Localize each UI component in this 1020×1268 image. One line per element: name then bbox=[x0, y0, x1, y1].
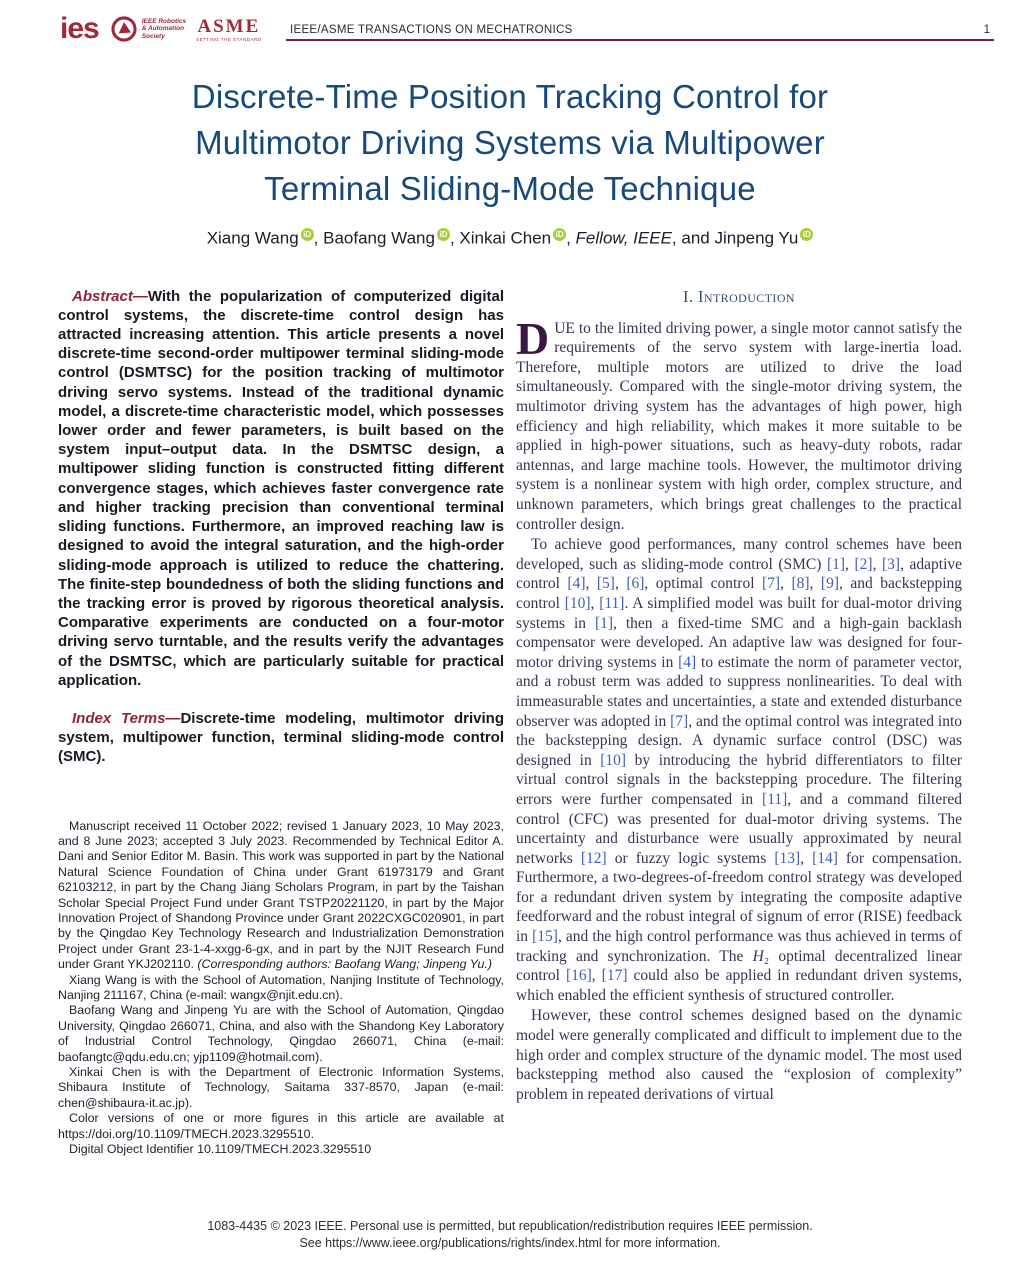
citation-link[interactable]: [15] bbox=[532, 928, 558, 946]
asme-wordmark: ASME bbox=[197, 15, 261, 37]
footnote-affiliation: Baofang Wang and Jinpeng Yu are with the School of Automation, Qingdao University, Qingdao 266071, China, and also with the Shandong Key Laboratory of Industrial Control Technology, Qingdao 266071, China (e-mail: baofangtc@qdu.edu.cn; yjp1109@hotmail.com). bbox=[58, 1003, 504, 1064]
citation-link[interactable]: [8] bbox=[791, 575, 810, 593]
citation-link[interactable]: [16] bbox=[565, 967, 592, 985]
author-name: Xinkai Chen bbox=[459, 228, 552, 248]
left-column bbox=[58, 287, 504, 1158]
ieee-ras-logo bbox=[109, 14, 186, 44]
footnote-affiliation: Xinkai Chen is with the Department of Electronic Information Systems, Shibaura Institute of Technology, Saitama 337-8570, Japan (e-mail: chen@shibaura-it.ac.jp). bbox=[58, 1065, 504, 1110]
index-terms-text: Discrete-time modeling, multimotor driving system, multipower function, terminal sliding-mode control (SMC). bbox=[58, 709, 505, 766]
paper-title-line: Terminal Sliding-Mode Technique bbox=[264, 170, 756, 207]
citation-link[interactable]: [4] bbox=[567, 575, 586, 593]
intro-paragraph: To achieve good performances, many control schemes have been developed, such as sliding-mode control (SMC) [1], [2], [3], adaptive control [4], [5], [6], optimal control [7], [8], [9], and backstepping control [10], [11]. A simplified model was built for dual-motor driving systems in [1], then a fixed-time SMC and a high-gain backlash compensator were developed. An adaptive law was designed for four-motor driving systems in [4] to estimate the norm of parameter vector, and a robust term was added to suppress nonlinearities. To deal with immeasurable states and uncertainties, a state and extended disturbance observer was adopted in [7], and the optimal control was integrated into the backstepping design. A dynamic surface control (DSC) was designed in [10] by introducing the hybrid differentiators to filter virtual control signals in the backstepping procedure. The filtering errors were further compensated in [11], and a command filtered control (CFC) was presented for dual-motor driving systems. The uncertainty and disturbance were usually approximated by neural networks [12] or fuzzy logic systems [13], [14] for compensation. Furthermore, a two-degrees-of-freedom control strategy was developed for a redundant driven system by integrating the composite adaptive feedforward and the robust integral of signum of error (RISE) feedback in [15], and the high control performance was thus achieved in terms of tracking and synchronization. The H₂ optimal decentralized linear control [16], [17] could also be applied in redundant driven systems, which enabled the efficient synthesis of structured controller. bbox=[516, 536, 963, 1004]
citation-link[interactable]: [7] bbox=[762, 575, 781, 593]
citation-link[interactable]: [10] bbox=[564, 594, 591, 612]
author-separator: , Fellow, IEEE, and bbox=[566, 228, 715, 248]
index-terms bbox=[58, 709, 504, 767]
ras-text-line: & Automation bbox=[141, 25, 185, 33]
author-separator: , bbox=[313, 228, 324, 248]
page-header bbox=[0, 0, 1020, 44]
orcid-icon[interactable]: iD bbox=[301, 228, 314, 241]
first-page-footnotes bbox=[58, 819, 504, 1158]
author-name: Baofang Wang bbox=[323, 228, 435, 248]
asme-tagline: SETTING THE STANDARD bbox=[196, 36, 262, 42]
abstract-label: Abstract— bbox=[72, 287, 148, 305]
publisher-logos bbox=[60, 14, 286, 44]
footnote-affiliation: Xiang Wang is with the School of Automation, Nanjing Institute of Technology, Nanjing 211167, China (e-mail: wangx@njit.edu.cn). bbox=[58, 972, 504, 1002]
copyright-footer bbox=[0, 1218, 1020, 1252]
two-column-body bbox=[0, 287, 1020, 1158]
orcid-icon[interactable]: iD bbox=[437, 228, 450, 241]
paper-title bbox=[0, 74, 1020, 212]
footnote-doi: Digital Object Identifier 10.1109/TMECH.2023.3295510 bbox=[69, 1142, 372, 1157]
right-column bbox=[516, 287, 962, 1158]
paper-title-line: Discrete-Time Position Tracking Control for bbox=[191, 78, 829, 115]
rights-url-line: See https://www.ieee.org/publications/rights/index.html for more information. bbox=[299, 1236, 721, 1250]
citation-link[interactable]: [11] bbox=[762, 790, 788, 808]
author-name: Xiang Wang bbox=[206, 228, 299, 248]
intro-paragraph-text: UE to the limited driving power, a single motor cannot satisfy the requirements of the servo system with large-inertia load. Therefore, multiple motors are utilized to drive the load simultaneously. Compared with the single-motor driving system, the multimotor driving system has the advantages of high power, high efficiency and high reliability, which makes it more suitable to be applied in high-power situations, such as heavy-duty robots, radar antennas, and large machine tools. However, the multimotor driving system is a nonlinear system with high order, complex structure, and unknown parameters, which brings great challenges to the practical controller design. bbox=[516, 319, 962, 533]
footnote-manuscript-history: Manuscript received 11 October 2022; revised 1 January 2023, 10 May 2023, and 8 June 2023; accepted 3 July 2023. Recommended by Technical Editor A. Dani and Senior Editor M. Basin. This work was supported in part by the National Natural Science Foundation of China under Grant 61973179 and Grant 62103212, in part by the Chang Jiang Scholars Program, in part by the Taishan Scholar Special Project Fund under Grant TSTP20221120, in part by the Major Innovation Project of Shandong Province under Grant 2022CXGC020901, in part by the Qingdao Key Technology Research and Industrialization Demonstration Project under Grant 23-1-4-xxgg-6-gx, and in part by the NJIT Research Fund under Grant YKJ202110. (Corresponding authors: Baofang Wang; Jinpeng Yu.) bbox=[58, 818, 504, 972]
citation-link[interactable]: [4] bbox=[678, 653, 697, 671]
abstract bbox=[58, 287, 504, 690]
abstract-text: With the popularization of computerized digital control systems, the discrete-time control design has attracted increasing attention. This article presents a novel discrete-time second-order multipower terminal sliding-mode control (DSMTSC) for the position tracking of multimotor driving servo systems. Instead of the traditional dynamic model, a discrete-time characteristic model, which possesses lower order and fewer parameters, is built based on the system input–output data. In the DSMTSC design, a multipower sliding function is constructed fitting different convergence stages, which achieves faster convergence rate and higher tracking precision than conventional terminal sliding functions. Furthermore, an improved reaching law is designed to avoid the integral saturation, and the high-order sliding-mode approach is utilized to reduce the chattering. The finite-step boundedness of both the sliding functions and the tracking error is proved by rigorous theoretical analysis. Comparative experiments are conducted on a four-motor driving servo turntable, and the results verify the advantages of the DSMTSC, which are particularly suitable for practical application. bbox=[58, 287, 504, 689]
ies-society-logo: ies bbox=[60, 12, 99, 45]
citation-link[interactable]: [11] bbox=[599, 594, 625, 612]
footnote-color-versions: Color versions of one or more figures in this article are available at https://doi.org/10.1109/TMECH.2023.3295510. bbox=[58, 1111, 504, 1141]
drop-cap: D bbox=[516, 312, 550, 364]
citation-link[interactable]: [14] bbox=[812, 849, 838, 867]
journal-title: IEEE/ASME TRANSACTIONS ON MECHATRONICS bbox=[290, 24, 573, 36]
citation-link[interactable]: [13] bbox=[774, 849, 801, 867]
ras-logo-text bbox=[142, 18, 186, 41]
running-head bbox=[286, 18, 994, 41]
ras-text-line: IEEE Robotics bbox=[141, 17, 187, 25]
asme-logo bbox=[196, 17, 261, 42]
page-number: 1 bbox=[983, 24, 990, 36]
author-line bbox=[0, 228, 1020, 249]
citation-link[interactable]: [7] bbox=[670, 712, 689, 730]
copyright-line: 1083-4435 © 2023 IEEE. Personal use is permitted, but republication/redistribution requires IEEE permission. bbox=[207, 1219, 813, 1233]
citation-link[interactable]: [3] bbox=[882, 555, 901, 573]
citation-link[interactable]: [12] bbox=[580, 849, 607, 867]
orcid-icon[interactable]: iD bbox=[800, 228, 813, 241]
intro-paragraph: However, these control schemes designed based on the dynamic model were generally complicated and difficult to implement due to the high order and complex structure of the dynamic model. The most used backstepping method also caused the “explosion of complexity” problem in repeated derivations of virtual bbox=[516, 1007, 962, 1103]
paper-title-line: Multimotor Driving Systems via Multipower bbox=[195, 124, 825, 161]
citation-link[interactable]: [6] bbox=[626, 575, 645, 593]
orcid-icon[interactable]: iD bbox=[553, 228, 566, 241]
intro-paragraph bbox=[516, 312, 962, 535]
ras-emblem-icon bbox=[109, 14, 139, 44]
citation-link[interactable]: [1] bbox=[826, 555, 846, 573]
citation-link[interactable]: [10] bbox=[600, 751, 627, 769]
index-terms-label: Index Terms— bbox=[72, 709, 181, 727]
author-separator: , bbox=[449, 228, 460, 248]
citation-link[interactable]: [2] bbox=[854, 555, 873, 573]
citation-link[interactable]: [9] bbox=[820, 575, 839, 593]
section-heading-introduction: I. Introduction bbox=[683, 286, 795, 306]
citation-link[interactable]: [17] bbox=[601, 967, 628, 985]
ras-text-line: Society bbox=[141, 32, 165, 40]
author-name: Jinpeng Yu bbox=[714, 228, 799, 248]
citation-link[interactable]: [1] bbox=[594, 614, 614, 632]
citation-link[interactable]: [5] bbox=[596, 575, 615, 593]
